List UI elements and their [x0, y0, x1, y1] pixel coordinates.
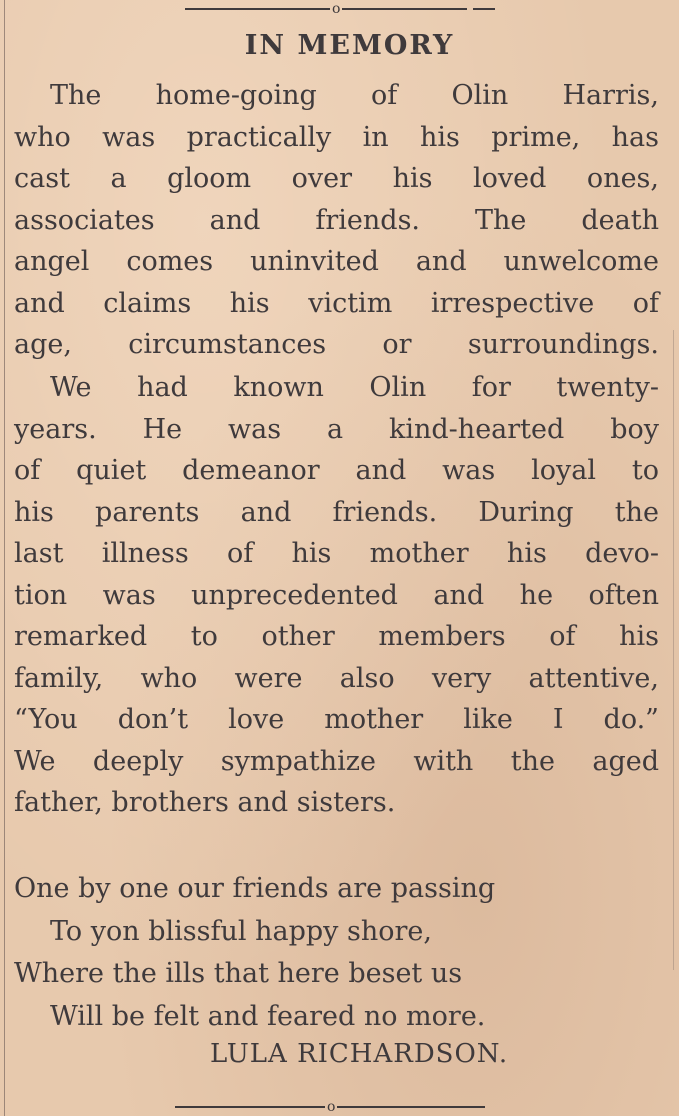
text-line: his parents and friends. During the [14, 496, 659, 528]
separator-ornament: o [332, 1, 341, 17]
separator-ornament: o [327, 1099, 336, 1115]
author-signature: LULA RICHARDSON. [210, 1039, 509, 1069]
text-line: The home-going of Olin Harris, [50, 80, 659, 111]
poem-line: Will be felt and feared no more. [50, 1000, 486, 1032]
text-line: family, who were also very attentive, [14, 662, 659, 694]
text-line: We had known Olin for twenty- [50, 372, 659, 403]
poem-line: One by one our friends are passing [14, 873, 496, 904]
text-line: angel comes uninvited and unwelcome [14, 246, 659, 277]
text-line: age, circumstances or surroundings. [14, 329, 659, 360]
text-line: years. He was a kind-hearted boy [14, 413, 659, 445]
text-line: associates and friends. The death [14, 204, 659, 236]
paragraph-2 [14, 367, 659, 824]
paragraph-1 [14, 75, 659, 366]
text-line: father, brothers and sisters. [14, 787, 396, 818]
text-line: last illness of his mother his devo- [14, 538, 659, 569]
separator-top [185, 2, 495, 16]
separator-bottom [175, 1100, 485, 1114]
text-line: “You don’t love mother like I do.” [14, 704, 659, 735]
article-title: IN MEMORY [244, 30, 455, 61]
column-rule-right [673, 330, 674, 970]
text-line: We deeply sympathize with the aged [14, 745, 659, 777]
text-line: remarked to other members of his [14, 621, 659, 652]
text-line: who was practically in his prime, has [14, 121, 659, 153]
text-line: of quiet demeanor and was loyal to [14, 455, 659, 486]
text-line: and claims his victim irrespective of [14, 287, 659, 319]
text-line: tion was unprecedented and he often [14, 579, 659, 611]
poem-line: Where the ills that here beset us [14, 958, 463, 989]
poem-stanza [14, 868, 659, 1038]
column-rule-left [4, 0, 5, 1116]
text-line: cast a gloom over his loved ones, [14, 163, 659, 194]
poem-line: To yon blissful happy shore, [50, 915, 432, 947]
